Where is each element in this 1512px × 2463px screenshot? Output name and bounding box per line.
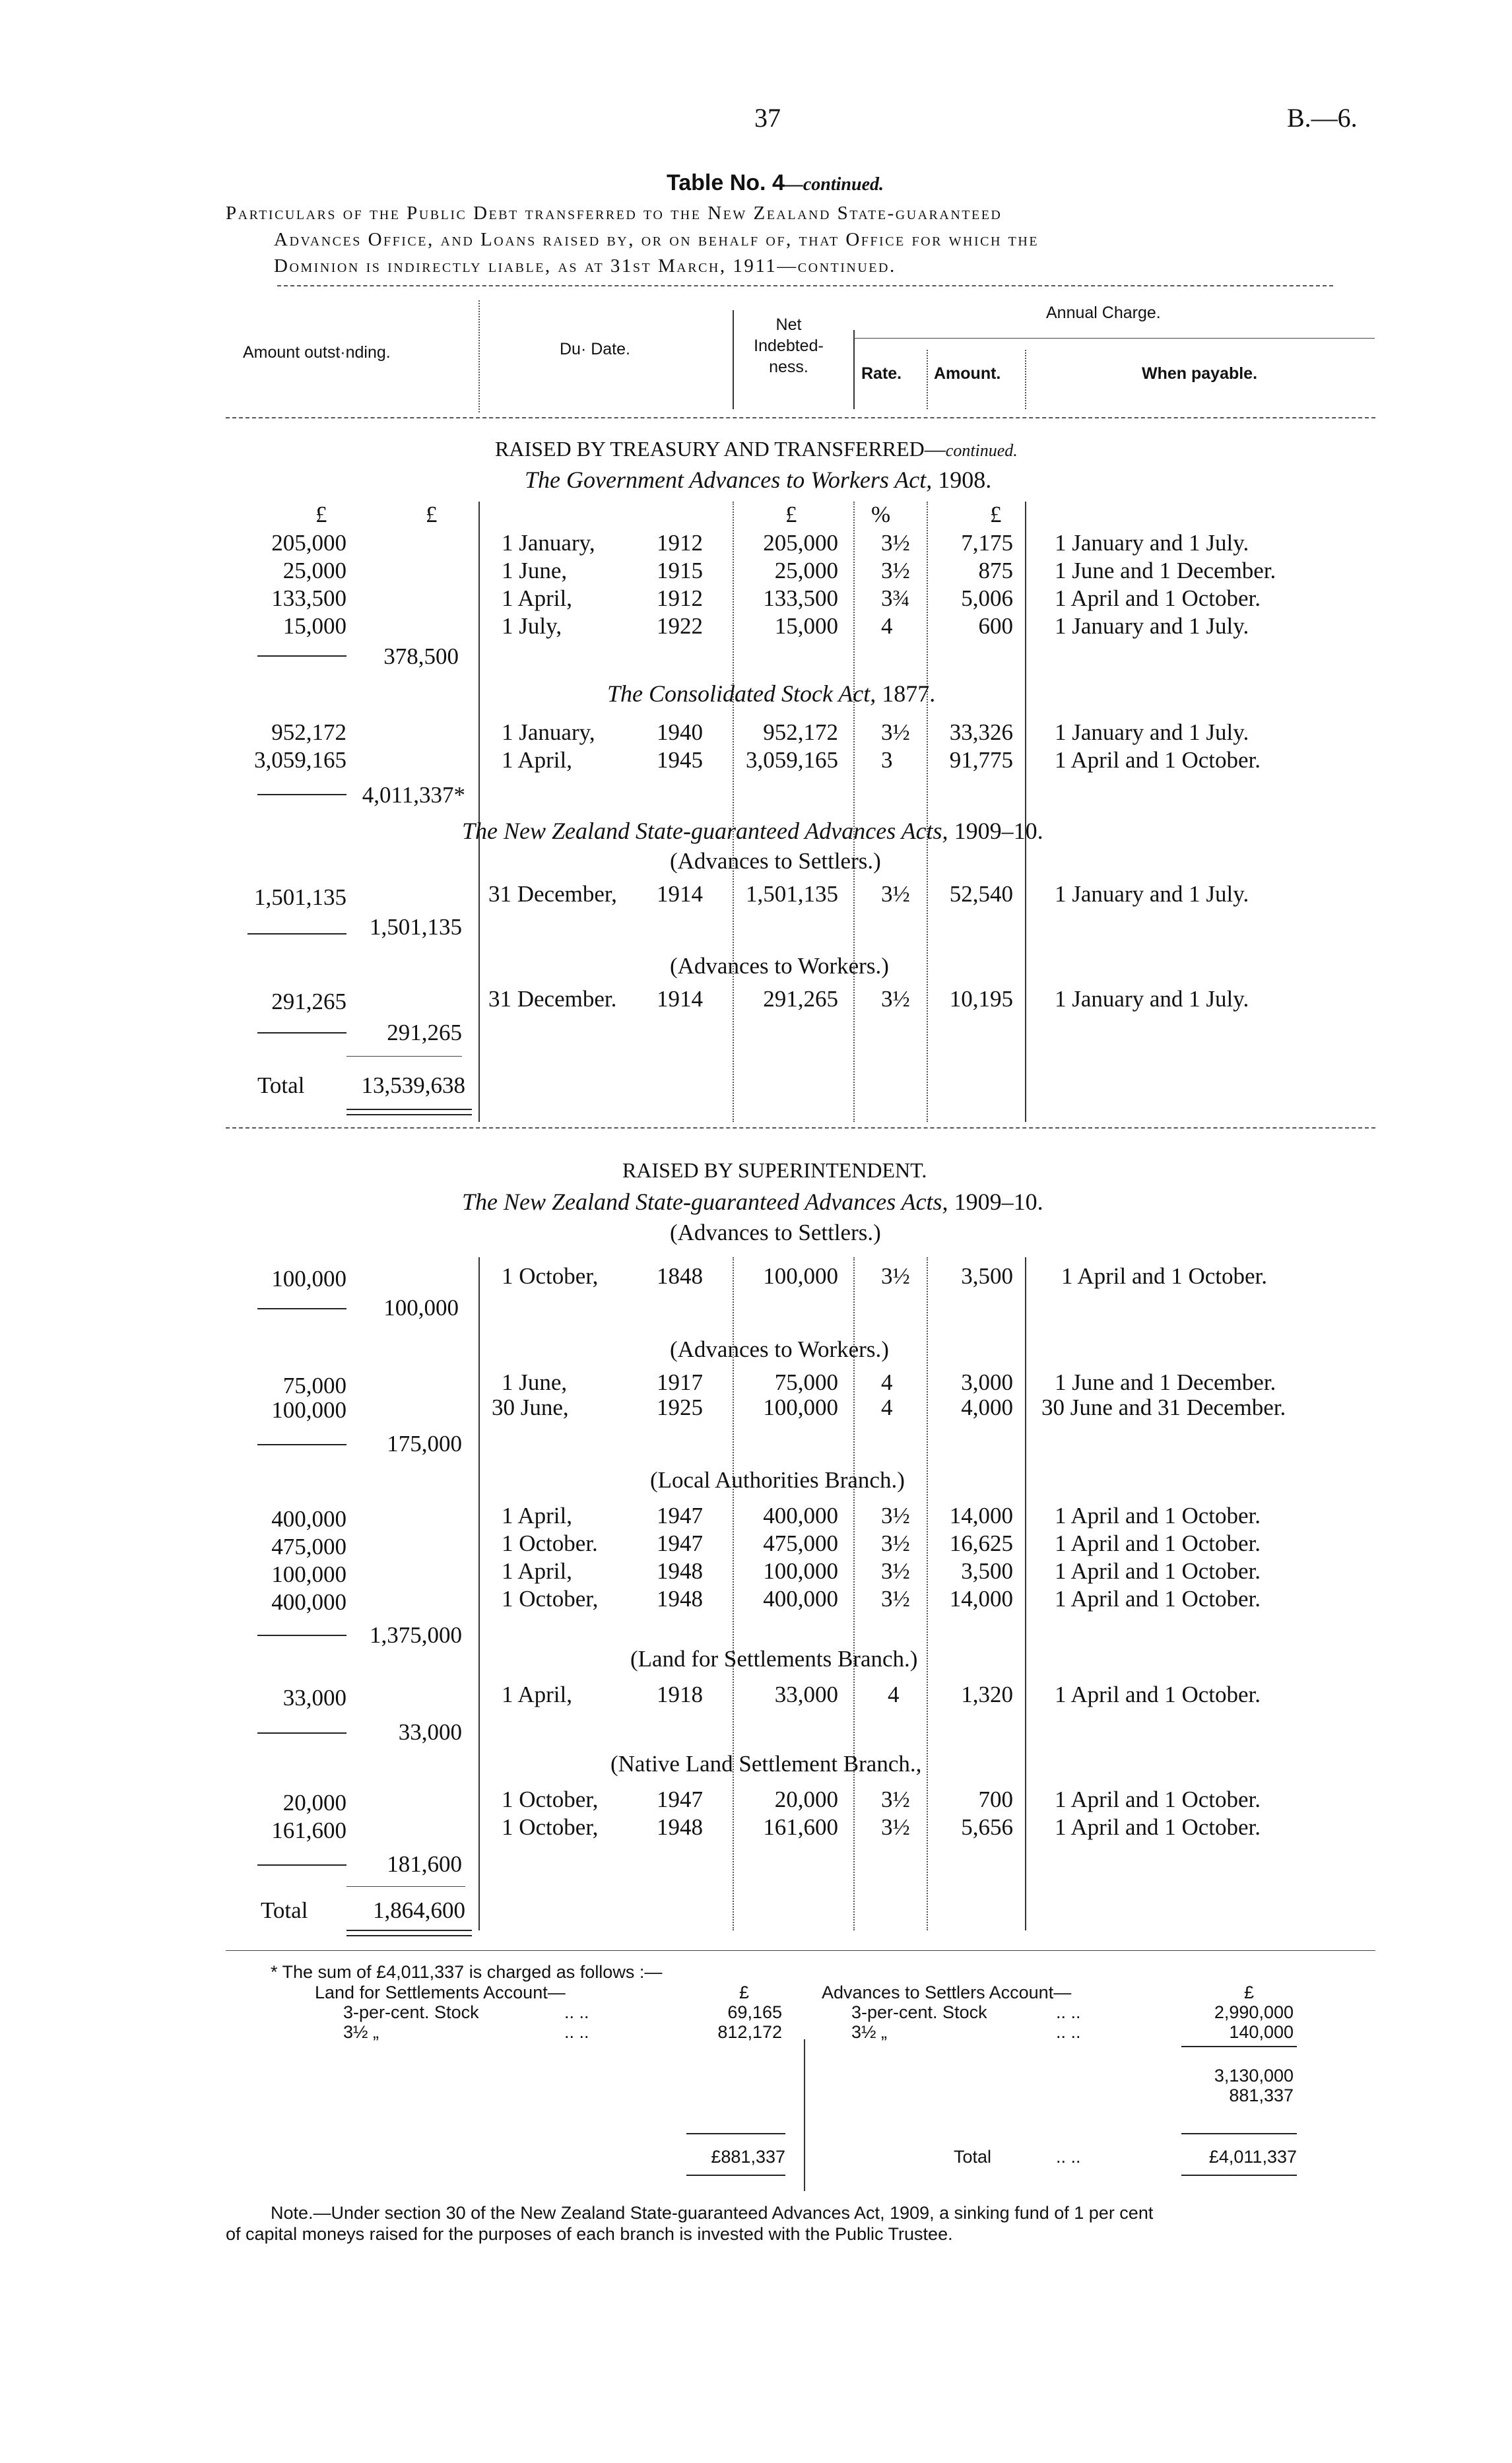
when-payable: 1 January and 1 July.: [1055, 881, 1249, 907]
net-indebtedness: 100,000: [763, 1263, 838, 1289]
when-payable: 1 June and 1 December.: [1055, 558, 1276, 583]
rate: 4: [881, 1395, 893, 1420]
when-payable: 1 April and 1 October.: [1061, 1263, 1268, 1289]
net-indebtedness: 1,501,135: [746, 881, 838, 907]
col-divider: [478, 1257, 480, 1930]
amount-outstanding: 952,172: [271, 719, 346, 745]
col-divider: [927, 502, 928, 1122]
due-year: 1914: [657, 986, 703, 1012]
heading-line-2: Advances Office, and Loans raised by, or on behalf of, that Office for which the: [274, 229, 1039, 250]
net-indebtedness: 20,000: [774, 1787, 838, 1812]
amount-outstanding: 400,000: [271, 1506, 346, 1532]
amount-outstanding: 100,000: [271, 1561, 346, 1587]
footnote-right-label: 3-per-cent. Stock: [851, 2002, 987, 2022]
footnote-left-dots: .. ..: [564, 2022, 589, 2042]
due-year: 1948: [657, 1814, 703, 1840]
due-day: 1 October.: [502, 1530, 598, 1556]
when-payable: 1 April and 1 October.: [1055, 1787, 1261, 1812]
net-indebtedness: 400,000: [763, 1503, 838, 1528]
annual-amount: 10,195: [949, 986, 1013, 1012]
total-top-rule: [346, 1886, 465, 1887]
total-double-rule: [346, 1109, 472, 1115]
amount-outstanding: 100,000: [271, 1397, 346, 1423]
due-year: 1915: [657, 558, 703, 583]
annual-amount: 33,326: [949, 719, 1013, 745]
due-year: 1918: [657, 1682, 703, 1707]
subtotal: 181,600: [387, 1851, 462, 1877]
unit-pound-subtotal: £: [426, 502, 438, 527]
col-divider: [478, 502, 480, 1122]
unit-pound-amount: £: [315, 502, 327, 527]
rate: 3½: [881, 1814, 910, 1840]
table-title-suffix: —continued.: [784, 174, 884, 195]
col-divider: [1025, 350, 1026, 409]
table-title: [667, 170, 884, 196]
amount-outstanding: 161,600: [271, 1818, 346, 1843]
amount-outstanding: 20,000: [282, 1790, 346, 1816]
annual-amount: 91,775: [949, 747, 1013, 773]
rate: 4: [881, 613, 893, 639]
due-year: 1912: [657, 585, 703, 611]
section-1-bottom-rule: [226, 1127, 1375, 1129]
footnote-right-dots: .. ..: [1056, 2022, 1081, 2042]
when-payable: 1 June and 1 December.: [1055, 1369, 1276, 1395]
footnote-left-total-underline: [686, 2175, 785, 2176]
due-day: 30 June,: [492, 1395, 569, 1420]
section-2-act-text: The New Zealand State-guaranteed Advances Acts,: [462, 1189, 948, 1215]
amount-outstanding: 75,000: [282, 1373, 346, 1398]
subtotal: 33,000: [398, 1719, 462, 1745]
subtotal-rule: [247, 933, 346, 935]
rate: 3½: [881, 1530, 910, 1556]
due-day: 1 April,: [502, 1503, 572, 1528]
rate: 4: [881, 1369, 893, 1395]
note-line-1: Note.—Under section 30 of the New Zealand State-guaranteed Advances Act, 1909, a sinking fund of 1 per cent: [271, 2203, 1154, 2223]
unit-pound-net: £: [785, 502, 797, 527]
due-day: 1 January,: [502, 719, 595, 745]
footnote-pound: £: [1244, 1983, 1255, 2002]
rate: 3½: [881, 1263, 910, 1289]
col-when-payable: When payable.: [1142, 364, 1258, 383]
due-day: 1 January,: [502, 530, 595, 556]
when-payable: 1 April and 1 October.: [1055, 747, 1261, 773]
amount-outstanding: 291,265: [271, 989, 346, 1014]
act3-title: [462, 817, 1043, 845]
unit-percent: %: [871, 502, 891, 527]
subtotal: 175,000: [387, 1431, 462, 1457]
col-divider: [1025, 1257, 1026, 1930]
annual-amount: 3,000: [961, 1369, 1013, 1395]
footnote-left-label: 3½ „: [343, 2022, 379, 2042]
subtotal-rule: [257, 1308, 346, 1309]
when-payable: 1 April and 1 October.: [1055, 1503, 1261, 1528]
footnote-left-total-rule: [686, 2133, 785, 2134]
annual-amount: 3,500: [961, 1263, 1013, 1289]
subtotal: 378,500: [383, 643, 459, 669]
footnote-right-sum: 3,130,000: [1214, 2066, 1294, 2085]
col-divider: [733, 310, 734, 409]
footnote-right-label: 3½ „: [851, 2022, 888, 2042]
header-bottom-rule: [226, 417, 1375, 418]
due-day: 31 December.: [488, 986, 617, 1012]
page-number: 37: [754, 103, 781, 133]
amount-outstanding: 100,000: [271, 1266, 346, 1292]
amount-outstanding: 400,000: [271, 1589, 346, 1615]
footnote-left-value: 812,172: [717, 2022, 782, 2042]
act1-title: [525, 466, 991, 494]
due-day: 1 June,: [502, 1369, 568, 1395]
when-payable: 1 January and 1 July.: [1055, 530, 1249, 556]
document-reference: B.—6.: [1287, 103, 1358, 133]
local-authorities-subheading: (Local Authorities Branch.): [650, 1467, 905, 1493]
footnote-right-total-rule: [1181, 2133, 1297, 2134]
rate: 4: [888, 1682, 900, 1707]
due-day: 1 April,: [502, 585, 572, 611]
net-indebtedness: 3,059,165: [746, 747, 838, 773]
col-net-1: Net: [775, 315, 802, 334]
total-label: Total: [261, 1897, 308, 1923]
due-year: 1912: [657, 530, 703, 556]
native-land-subheading: (Native Land Settlement Branch.,: [610, 1751, 922, 1777]
act1-title-text: The Government Advances to Workers Act,: [525, 467, 933, 493]
annual-amount: 1,320: [961, 1682, 1013, 1707]
amount-outstanding: 205,000: [271, 530, 346, 556]
due-day: 1 July,: [502, 613, 562, 639]
due-year: 1948: [657, 1586, 703, 1612]
due-year: 1947: [657, 1787, 703, 1812]
footnote-left-label: 3-per-cent. Stock: [343, 2002, 479, 2022]
when-payable: 1 January and 1 July.: [1055, 986, 1249, 1012]
due-day: 1 October,: [502, 1814, 599, 1840]
section-2-act-year: 1909–10.: [954, 1189, 1043, 1215]
footnote-right-dots: .. ..: [1056, 2002, 1081, 2022]
subtotal-rule: [257, 1635, 346, 1636]
when-payable: 1 April and 1 October.: [1055, 1530, 1261, 1556]
land-settlements-subheading: (Land for Settlements Branch.): [630, 1646, 918, 1672]
col-due-date: Du· Date.: [560, 340, 630, 358]
net-indebtedness: 161,600: [763, 1814, 838, 1840]
annual-amount: 16,625: [949, 1530, 1013, 1556]
section-2-bottom-rule: [226, 1950, 1375, 1951]
section-2-act-title: [462, 1188, 1043, 1216]
footnote-left-value: 69,165: [727, 2002, 782, 2022]
footnote-divider: [804, 2039, 805, 2191]
rate: 3½: [881, 1503, 910, 1528]
subtotal: 4,011,337*: [362, 782, 465, 808]
footnote-right-title: Advances to Settlers Account—: [822, 1983, 1072, 2002]
col-divider: [853, 502, 855, 1122]
footnote-grand-total: £4,011,337: [1208, 2147, 1297, 2167]
subtotal-rule: [257, 1864, 346, 1866]
subtotal-rule: [257, 1032, 346, 1034]
heading-line-1: Particulars of the Public Debt transferred to the New Zealand State-guaranteed: [226, 203, 1003, 224]
annual-amount: 52,540: [949, 881, 1013, 907]
amount-outstanding: 475,000: [271, 1534, 346, 1560]
due-day: 31 December,: [488, 881, 617, 907]
annual-charge-rule: [853, 338, 1375, 339]
due-day: 1 October,: [502, 1263, 599, 1289]
col-amount: Amount.: [934, 364, 1001, 383]
heading-rule: [277, 285, 1333, 286]
s2-settlers-subheading: (Advances to Settlers.): [670, 1220, 881, 1245]
section-2-total: 1,864,600: [373, 1897, 465, 1923]
rate: 3½: [881, 1558, 910, 1584]
rate: 3½: [881, 558, 910, 583]
due-day: 1 April,: [502, 747, 572, 773]
annual-amount: 5,006: [961, 585, 1013, 611]
net-indebtedness: 205,000: [763, 530, 838, 556]
due-year: 1925: [657, 1395, 703, 1420]
footnote-right-add: 881,337: [1229, 2085, 1294, 2105]
due-day: 1 April,: [502, 1558, 572, 1584]
subtotal-rule: [257, 1444, 346, 1445]
due-day: 1 April,: [502, 1682, 572, 1707]
when-payable: 1 April and 1 October.: [1055, 1558, 1261, 1584]
annual-amount: 700: [978, 1787, 1013, 1812]
total-double-rule: [346, 1930, 472, 1936]
col-divider: [927, 350, 928, 409]
amount-outstanding: 133,500: [271, 585, 346, 611]
rate: 3½: [881, 1787, 910, 1812]
when-payable: 1 April and 1 October.: [1055, 1682, 1261, 1707]
due-day: 1 October,: [502, 1586, 599, 1612]
footnote-sum-rule: [1181, 2046, 1297, 2047]
annual-amount: 14,000: [949, 1503, 1013, 1528]
subtotal-rule: [257, 655, 346, 657]
footnote-pound: £: [739, 1983, 750, 2002]
due-year: 1922: [657, 613, 703, 639]
footnote-left-total: £881,337: [711, 2147, 785, 2167]
workers-subheading: (Advances to Workers.): [670, 953, 889, 979]
subtotal: 1,375,000: [370, 1622, 462, 1648]
net-indebtedness: 133,500: [763, 585, 838, 611]
amount-outstanding: 1,501,135: [254, 884, 346, 910]
rate: 3½: [881, 881, 910, 907]
footnote-right-value: 140,000: [1229, 2022, 1294, 2042]
due-year: 1947: [657, 1530, 703, 1556]
subtotal: 100,000: [383, 1295, 459, 1321]
rate: 3½: [881, 1586, 910, 1612]
rate: 3¾: [881, 585, 910, 611]
when-payable: 1 April and 1 October.: [1055, 1814, 1261, 1840]
annual-amount: 3,500: [961, 1558, 1013, 1584]
section-1-total: 13,539,638: [361, 1072, 465, 1098]
due-year: 1940: [657, 719, 703, 745]
net-indebtedness: 100,000: [763, 1558, 838, 1584]
footnote-right-total-underline: [1181, 2175, 1297, 2176]
table-title-prefix: Table No. 4: [667, 170, 785, 195]
when-payable: 1 April and 1 October.: [1055, 1586, 1261, 1612]
net-indebtedness: 75,000: [774, 1369, 838, 1395]
s2-workers-subheading: (Advances to Workers.): [670, 1336, 889, 1362]
amount-outstanding: 25,000: [282, 558, 346, 583]
subtotal: 1,501,135: [370, 914, 462, 940]
due-year: 1947: [657, 1503, 703, 1528]
due-year: 1914: [657, 881, 703, 907]
amount-outstanding: 15,000: [282, 613, 346, 639]
total-label: Total: [257, 1072, 305, 1098]
annual-amount: 4,000: [961, 1395, 1013, 1420]
footnote-total-label: Total: [954, 2147, 992, 2167]
settlers-subheading: (Advances to Settlers.): [670, 848, 881, 874]
col-divider: [1025, 502, 1026, 1122]
note-line-2: of capital moneys raised for the purposes of each branch is invested with the Public Trustee.: [226, 2224, 953, 2244]
act3-title-text: The New Zealand State-guaranteed Advances Acts,: [462, 818, 948, 844]
when-payable: 1 April and 1 October.: [1055, 585, 1261, 611]
annual-amount: 14,000: [949, 1586, 1013, 1612]
footnote-total-dots: .. ..: [1056, 2147, 1081, 2167]
due-year: 1945: [657, 747, 703, 773]
subtotal-rule: [257, 1732, 346, 1734]
net-indebtedness: 33,000: [774, 1682, 838, 1707]
footnote-left-dots: .. ..: [564, 2002, 589, 2022]
rate: 3½: [881, 530, 910, 556]
footnote-left-title: Land for Settlements Account—: [315, 1983, 566, 2002]
annual-amount: 875: [978, 558, 1013, 583]
net-indebtedness: 291,265: [763, 986, 838, 1012]
net-indebtedness: 952,172: [763, 719, 838, 745]
act1-year: 1908.: [938, 467, 992, 493]
col-divider: [478, 300, 480, 412]
annual-amount: 600: [978, 613, 1013, 639]
act2-year: 1877.: [882, 680, 936, 707]
footnote-intro: * The sum of £4,011,337 is charged as follows :—: [271, 1962, 663, 1982]
col-rate: Rate.: [861, 364, 902, 383]
col-divider: [927, 1257, 928, 1930]
col-divider: [733, 502, 734, 1122]
subtotal-rule: [257, 794, 346, 795]
section-1-title-text: RAISED BY TREASURY AND TRANSFERRED—: [495, 437, 946, 461]
annual-amount: 5,656: [961, 1814, 1013, 1840]
when-payable: 1 January and 1 July.: [1055, 719, 1249, 745]
heading-line-3: Dominion is indirectly liable, as at 31st March, 1911—continued.: [274, 255, 896, 277]
col-net-2: Indebted-: [754, 337, 824, 355]
due-day: 1 October,: [502, 1787, 599, 1812]
net-indebtedness: 475,000: [763, 1530, 838, 1556]
net-indebtedness: 25,000: [774, 558, 838, 583]
due-year: 1917: [657, 1369, 703, 1395]
col-net-3: ness.: [769, 358, 808, 376]
net-indebtedness: 15,000: [774, 613, 838, 639]
col-annual-charge: Annual Charge.: [1046, 304, 1161, 322]
rate: 3½: [881, 719, 910, 745]
when-payable: 1 January and 1 July.: [1055, 613, 1249, 639]
net-indebtedness: 100,000: [763, 1395, 838, 1420]
due-day: 1 June,: [502, 558, 568, 583]
subtotal: 291,265: [387, 1020, 462, 1045]
due-year: 1848: [657, 1263, 703, 1289]
col-divider: [853, 330, 855, 409]
col-amount-outstanding: Amount outst·nding.: [243, 343, 391, 362]
act2-title-text: The Consolidated Stock Act,: [607, 680, 876, 707]
amount-outstanding: 3,059,165: [254, 747, 346, 773]
act3-year: 1909–10.: [954, 818, 1043, 844]
act2-title: [607, 680, 935, 707]
when-payable: 30 June and 31 December.: [1041, 1395, 1286, 1420]
rate: 3½: [881, 986, 910, 1012]
footnote-right-value: 2,990,000: [1214, 2002, 1294, 2022]
net-indebtedness: 400,000: [763, 1586, 838, 1612]
section-1-title-cont: continued.: [945, 441, 1018, 460]
section-2-title: RAISED BY SUPERINTENDENT.: [622, 1158, 927, 1182]
annual-amount: 7,175: [961, 530, 1013, 556]
rate: 3: [881, 747, 893, 773]
total-top-rule: [346, 1056, 462, 1057]
unit-pound-charge: £: [990, 502, 1002, 527]
section-1-title: [495, 437, 1018, 461]
amount-outstanding: 33,000: [282, 1685, 346, 1711]
due-year: 1948: [657, 1558, 703, 1584]
